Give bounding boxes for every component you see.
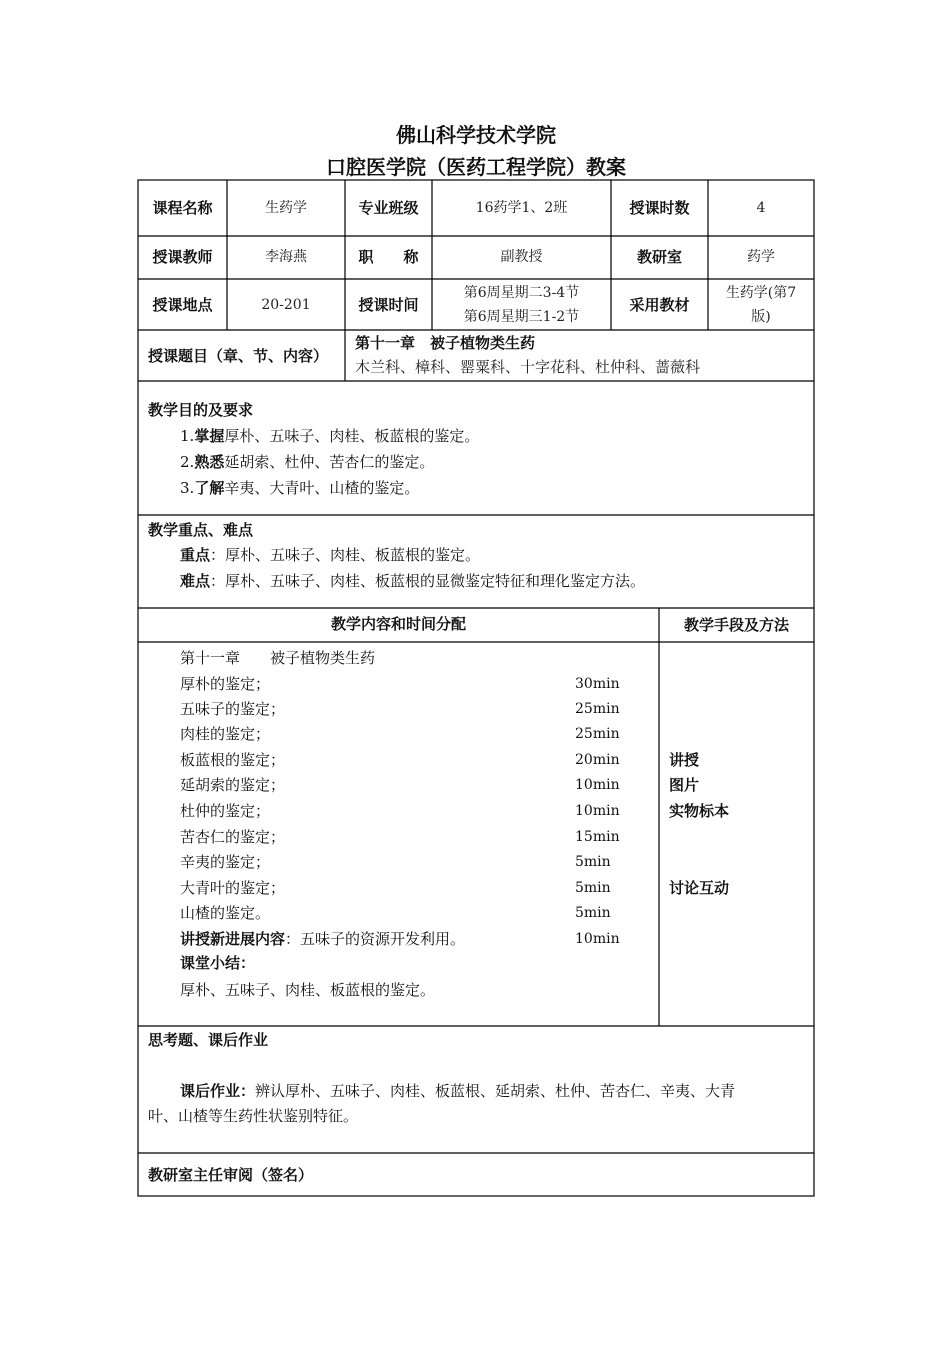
keypoints-heading: 教学重点、难点 <box>148 521 254 539</box>
chapter-title: 第十一章 被子植物类生药 <box>180 649 376 667</box>
document-title: 口腔医学院（医药工程学院）教案 <box>326 155 626 179</box>
teacher-value: 李海燕 <box>265 249 307 265</box>
objective-item: 1.掌握厚朴、五味子、肉桂、板蓝根的鉴定。 <box>180 427 480 445</box>
dept-label: 教研室 <box>636 248 682 266</box>
textbook-value-2: 版) <box>751 309 771 325</box>
summary-text: 厚朴、五味子、肉桂、板蓝根的鉴定。 <box>180 981 436 999</box>
topic-label: 授课题目（章、节、内容） <box>148 347 329 365</box>
class-label: 专业班级 <box>358 199 419 217</box>
content-header: 教学内容和时间分配 <box>330 615 466 633</box>
list-item: 肉桂的鉴定； <box>180 725 271 743</box>
place-label: 授课地点 <box>152 296 213 314</box>
item-time: 5min <box>575 854 611 870</box>
course-name-value: 生药学 <box>265 200 307 216</box>
list-item: 辛夷的鉴定； <box>180 853 271 871</box>
summary-label: 课堂小结： <box>180 954 256 972</box>
item-time: 20min <box>575 752 620 768</box>
position-value: 副教授 <box>500 249 543 265</box>
teacher-label: 授课教师 <box>152 248 213 266</box>
item-time: 25min <box>575 701 620 717</box>
list-item: 山楂的鉴定。 <box>180 904 271 922</box>
list-item: 板蓝根的鉴定； <box>180 751 286 769</box>
item-time: 10min <box>575 777 620 793</box>
item-time: 10min <box>575 803 620 819</box>
objectives-heading: 教学目的及要求 <box>148 401 254 419</box>
list-item: 苦杏仁的鉴定； <box>180 828 286 846</box>
difficult-point: 难点：厚朴、五味子、肉桂、板蓝根的显微鉴定特征和理化鉴定方法。 <box>180 572 646 590</box>
item-time: 5min <box>575 905 611 921</box>
school-name: 佛山科学技术学院 <box>396 123 556 147</box>
homework-heading: 思考题、课后作业 <box>148 1031 269 1049</box>
topic-subtitle: 木兰科、樟科、罂粟科、十字花科、杜仲科、蔷薇科 <box>355 358 701 376</box>
item-time: 25min <box>575 726 620 742</box>
hours-label: 授课时数 <box>629 199 690 217</box>
item-time: 15min <box>575 829 620 845</box>
list-item: 延胡索的鉴定； <box>180 776 286 794</box>
hours-value: 4 <box>756 200 766 216</box>
time-value-1: 第6周星期二3-4节 <box>463 285 580 301</box>
item-time: 30min <box>575 676 620 692</box>
list-item: 大青叶的鉴定； <box>180 879 286 897</box>
dept-value: 药学 <box>747 249 775 265</box>
list-item: 厚朴的鉴定； <box>180 675 271 693</box>
position-label: 职 称 <box>358 248 419 266</box>
key-point: 重点：厚朴、五味子、肉桂、板蓝根的鉴定。 <box>180 546 481 564</box>
time-value-2: 第6周星期三1-2节 <box>463 309 580 325</box>
homework-line-1: 课后作业：辨认厚朴、五味子、肉桂、板蓝根、延胡索、杜仲、苦杏仁、辛夷、大青 <box>180 1082 736 1100</box>
textbook-value-1: 生药学(第7 <box>725 285 797 301</box>
textbook-label: 采用教材 <box>629 296 690 314</box>
place-value: 20-201 <box>261 297 311 313</box>
new-progress: 讲授新进展内容：五味子的资源开发利用。 <box>180 930 466 948</box>
objective-item: 2.熟悉延胡索、杜仲、苦杏仁的鉴定。 <box>180 453 435 471</box>
topic-title: 第十一章 被子植物类生药 <box>355 334 536 352</box>
time-label: 授课时间 <box>358 296 419 314</box>
class-value: 16药学1、2班 <box>475 200 568 216</box>
course-name-label: 课程名称 <box>152 199 213 217</box>
method-item: 讲授 <box>669 751 700 769</box>
item-time: 5min <box>575 880 611 896</box>
new-progress-time: 10min <box>575 931 620 947</box>
list-item: 五味子的鉴定； <box>180 700 286 718</box>
homework-line-2: 叶、山楂等生药性状鉴别特征。 <box>148 1107 359 1125</box>
objective-item: 3.了解辛夷、大青叶、山楂的鉴定。 <box>180 479 420 497</box>
method-item: 图片 <box>669 776 700 794</box>
methods-header: 教学手段及方法 <box>683 616 789 634</box>
method-item: 实物标本 <box>669 802 730 820</box>
method-item: 讨论互动 <box>669 879 730 897</box>
review-signature: 教研室主任审阅（签名） <box>148 1166 314 1184</box>
list-item: 杜仲的鉴定； <box>180 802 271 820</box>
